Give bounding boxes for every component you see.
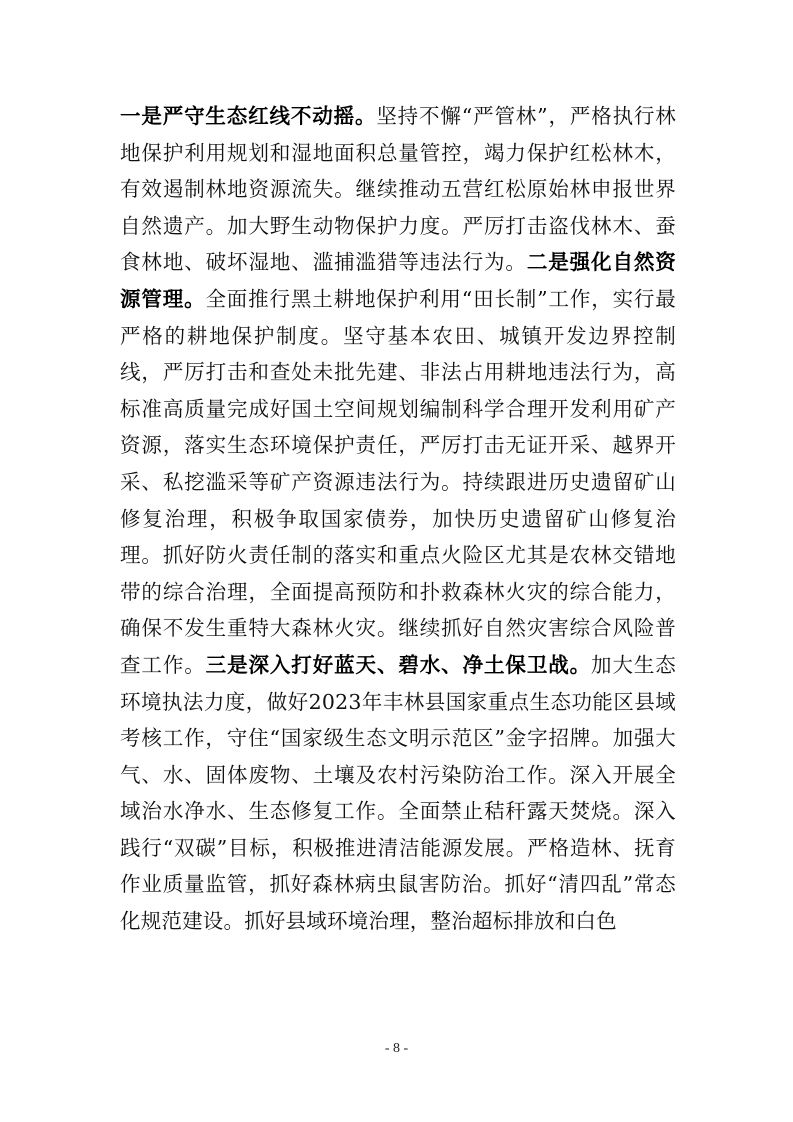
paragraph-text-two: 全面推行黑土耕地保护利用“田长制”工作，实行最严格的耕地保护制度。坚守基本农田、城镇开发边界控制线，严厉打击和查处未批先建、非法占用耕地违法行为，高标准高质量完成好国土空间规划编制科学合理开发利用矿产资源，落实生态环境保护责任，严厉打击无证开采、越界开采、私挖滥采等矿产资源违法行为。持续跟进历史遗留矿山修复治理，积极争取国家债券，加快历史遗留矿山修复治理。抓好防火责任制的落实和重点火险区尤其是农林交错地带的综合治理，全面提高预防和扑救森林火灾的综合能力，确保不发生重特大森林火灾。继续抓好自然灾害综合风险普查工作。 xyxy=(120,286,676,677)
heading-point-three: 三是深入打好蓝天、碧水、净土保卫战。 xyxy=(205,652,592,677)
body-paragraph xyxy=(120,98,676,940)
heading-point-two: 二是强化自然资源管理。 xyxy=(120,250,676,311)
paragraph-text-one: 坚持不懈“严管林”，严格执行林地保护利用规划和湿地面积总量管控，竭力保护红松林木，有效遏制林地资源流失。继续推动五营红松原始林申报世界自然遗产。加大野生动物保护力度。严厉打击盗伐林木、蚕食林地、破坏湿地、滥捕滥猎等违法行为。 xyxy=(120,104,676,275)
page-number: - 8 - xyxy=(384,1041,409,1056)
heading-point-one: 一是严守生态红线不动摇。 xyxy=(120,104,377,128)
paragraph-text-three: 加大生态环境执法力度，做好2023年丰林县国家重点生态功能区县域考核工作，守住“国家级生态文明示范区”金字招牌。加强大气、水、固体废物、土壤及农村污染防治工作。深入开展全域治水净水、生态修复工作。全面禁止秸秆露天焚烧。深入践行“双碳”目标，积极推进清洁能源发展。严格造林、抚育作业质量监管，抓好森林病虫鼠害防治。抓好“清四乱”常态化规范建设。抓好县域环境治理，整治超标排放和白色 xyxy=(120,652,676,934)
